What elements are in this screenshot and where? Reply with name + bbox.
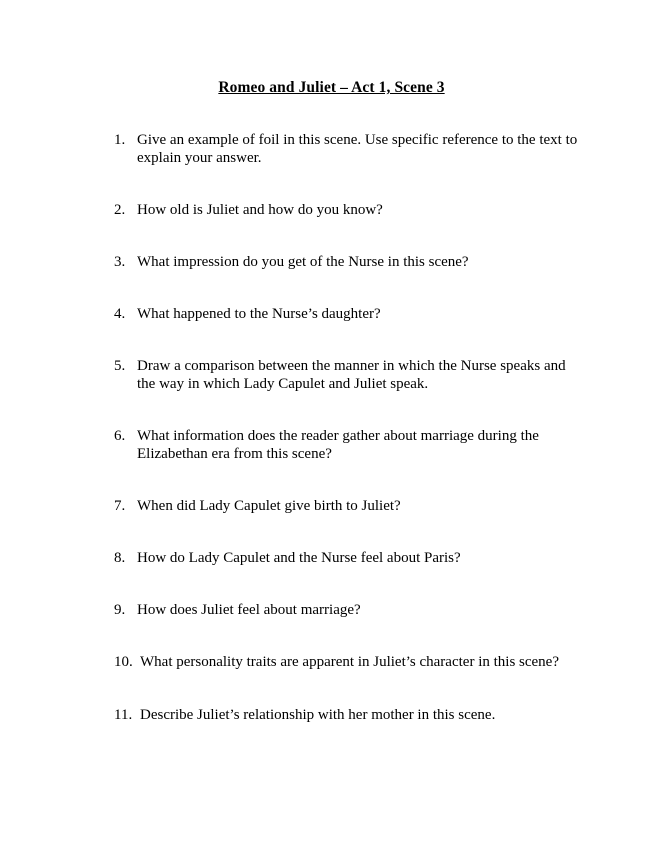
- question-3: [114, 253, 584, 271]
- question-text: Draw a comparison between the manner in which the Nurse speaks and the way in which Lady Capulet and Juliet speak.: [137, 358, 566, 392]
- question-number: 10.: [114, 654, 133, 670]
- question-number: 2.: [114, 202, 126, 218]
- question-text: How do Lady Capulet and the Nurse feel about Paris?: [137, 550, 461, 566]
- question-text: What information does the reader gather about marriage during the Elizabethan era from this scene?: [137, 428, 539, 462]
- question-number: 3.: [114, 254, 126, 270]
- page-title: Romeo and Juliet – Act 1, Scene 3: [218, 79, 445, 96]
- question-text: What happened to the Nurse’s daughter?: [137, 306, 381, 322]
- question-text: What personality traits are apparent in Juliet’s character in this scene?: [140, 654, 559, 670]
- question-text: Describe Juliet’s relationship with her mother in this scene.: [140, 707, 496, 723]
- question-text: Give an example of foil in this scene. Use specific reference to the text to explain your answer.: [137, 132, 578, 166]
- question-number: 5.: [114, 358, 126, 374]
- question-number: 8.: [114, 550, 126, 566]
- question-number: 1.: [114, 132, 126, 148]
- question-11: [114, 706, 584, 724]
- question-2: [114, 201, 584, 219]
- question-number: 7.: [114, 498, 126, 514]
- question-number: 11.: [114, 707, 133, 723]
- question-9: [114, 601, 584, 619]
- question-10: [114, 653, 584, 671]
- question-number: 4.: [114, 306, 126, 322]
- question-1: [114, 131, 584, 167]
- question-text: How does Juliet feel about marriage?: [137, 602, 361, 618]
- question-7: [114, 497, 584, 515]
- question-text: When did Lady Capulet give birth to Juliet?: [137, 498, 401, 514]
- question-number: 6.: [114, 428, 126, 444]
- question-number: 9.: [114, 602, 126, 618]
- question-text: What impression do you get of the Nurse in this scene?: [137, 254, 469, 270]
- question-5: [114, 357, 584, 393]
- question-8: [114, 549, 584, 567]
- question-4: [114, 305, 584, 323]
- question-text: How old is Juliet and how do you know?: [137, 202, 383, 218]
- question-6: [114, 427, 584, 463]
